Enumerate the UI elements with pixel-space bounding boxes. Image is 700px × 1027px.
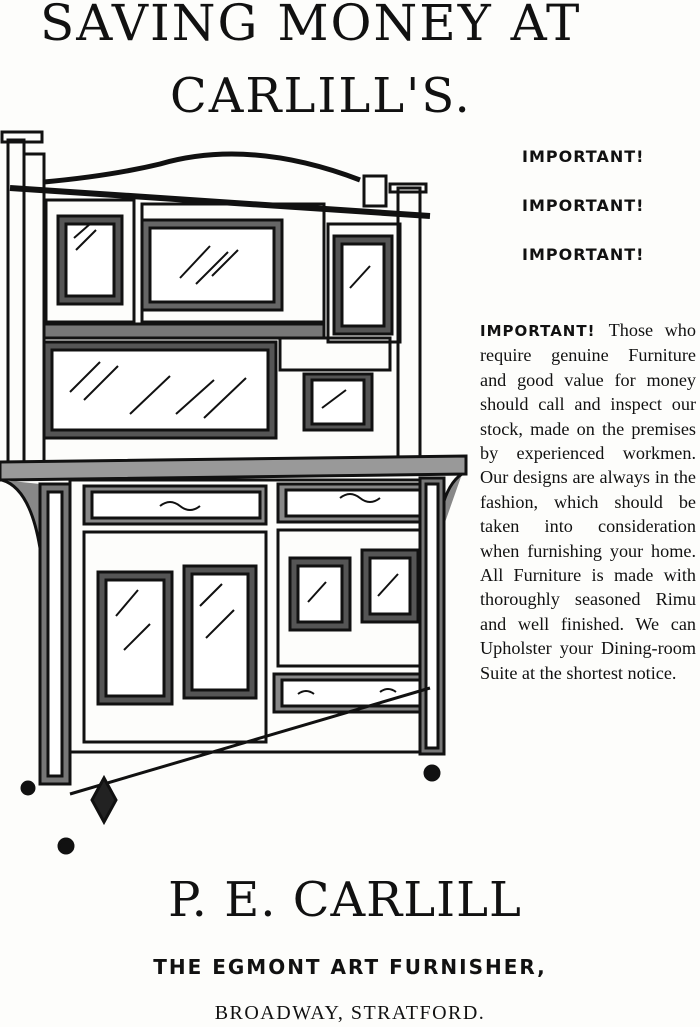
important-callout-1: IMPORTANT! [522,147,645,166]
business-address: BROADWAY, STRATFORD. [214,1002,486,1024]
body-copy [480,318,696,685]
proprietor-name: P. E. CARLILL [168,872,522,928]
body-text: Those who require genuine Furniture and good value for money should call and inspect our stock, made on the premises by experienced workmen. Our designs are always in the fashion, which should be taken into consideration when furnishing your home. All Furniture is made with thoroughly seasoned Rimu and well finished. We can Upholster your Dining-room Suite at the shortest notice. [480,320,696,683]
sideboard-illustration [0,128,470,858]
headline-line-2: CARLILL'S. [170,68,472,124]
business-title: THE EGMONT ART FURNISHER, [153,955,547,979]
important-callout-2: IMPORTANT! [522,196,645,215]
headline-line-1: SAVING MONEY AT [40,0,582,52]
important-callout-3: IMPORTANT! [522,245,645,264]
body-lead: IMPORTANT! [480,322,609,340]
